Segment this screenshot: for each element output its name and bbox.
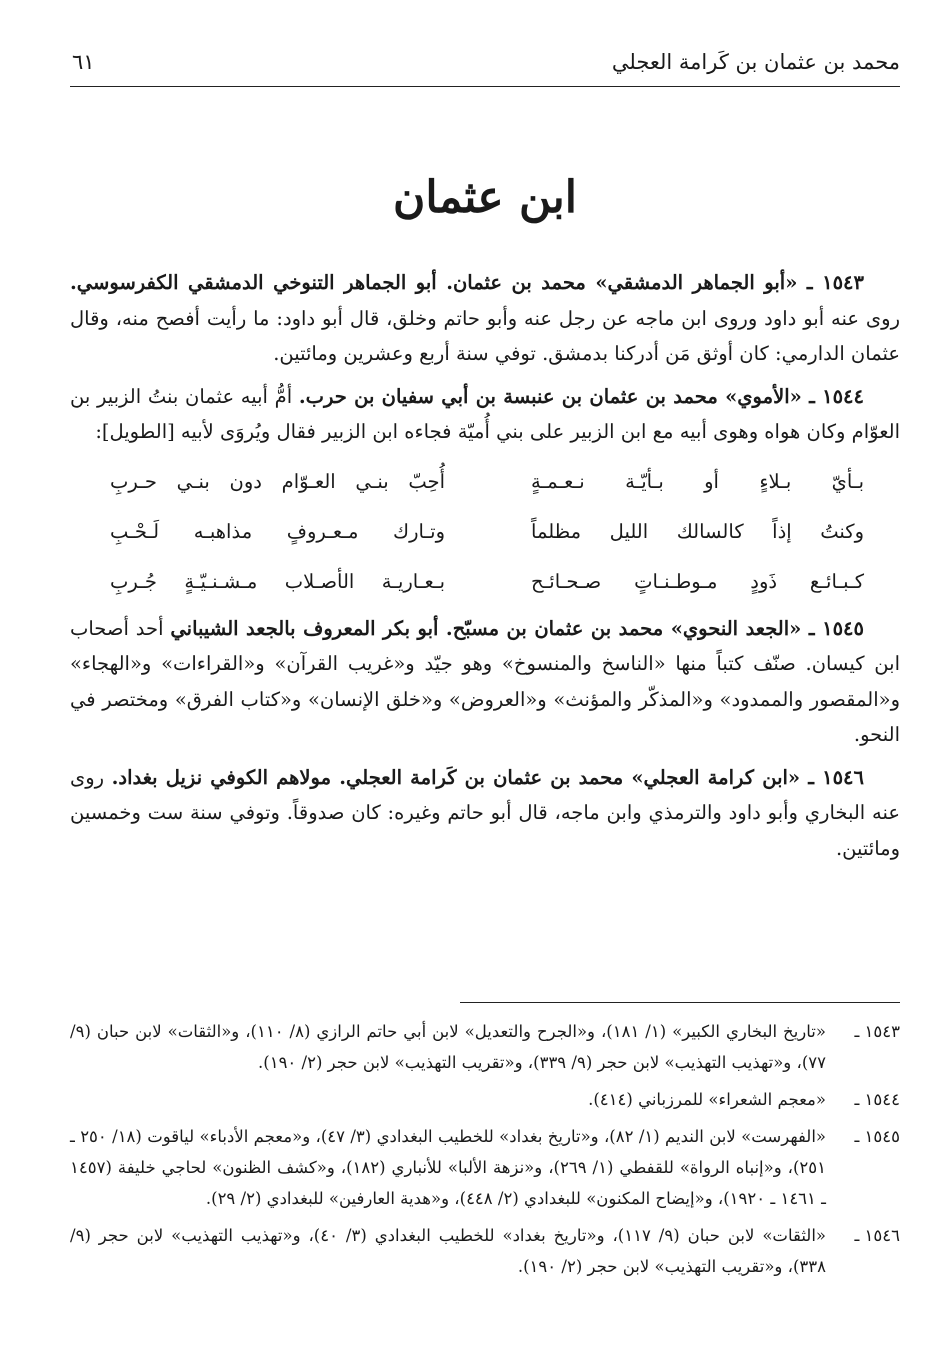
footnote-text: «تاريخ البخاري الكبير» (١/ ١٨١)، و«الجرح والتعديل» لابن أبي حاتم الرازي (٨/ ١١٠)، و«الثقات» لابن حبان (٩/ ٧٧)، و«تهذيب التهذيب» لابن حجر (٩/ ٣٣٩)، و«تقريب التهذيب» لابن حجر (٢/ ١٩٠). xyxy=(70,1022,826,1072)
header-title: محمد بن عثمان بن كَرامة العجلي xyxy=(611,50,900,74)
entry-head: ١٥٤٦ ـ «ابن كرامة العجلي» محمد بن عثمان بن كَرامة العجلي. مولاهم الكوفي نزيل بغداد. xyxy=(111,765,864,789)
footnote xyxy=(70,1016,900,1078)
verse-first-hemistich: كـبـائـع ذَودٍ مـوطـنـاتٍ صـحـائـح xyxy=(531,569,864,593)
entry-text: أحد أصحاب ابن كيسان. صنّف كتباً منها «الناسخ والمنسوخ» وهو جيّد و«غريب القرآن» و«القراءات» و«الهجاء» و«المقصور والممدود» و«المذكّر والمؤنث» و«العروض» و«خلق الإنسان» و«كتاب الفرق» ومختصر في النحو. xyxy=(70,616,900,746)
footnote-number: ١٥٤٤ ـ xyxy=(854,1090,900,1109)
footnote-divider xyxy=(460,1002,900,1003)
footnote xyxy=(70,1220,900,1282)
verse-first-hemistich: وكنتُ إذاً كالسالك الليل مظلماً xyxy=(531,519,864,543)
footnote-number: ١٥٤٦ ـ xyxy=(854,1226,900,1245)
footnote-number: ١٥٤٥ ـ xyxy=(854,1127,900,1146)
poem-verse xyxy=(70,457,900,507)
footnote-text: «معجم الشعراء» للمرزباني (٤١٤). xyxy=(588,1090,826,1109)
entry-1544 xyxy=(70,379,900,450)
entry-1545 xyxy=(70,611,900,753)
entries-body xyxy=(70,265,900,873)
footnote-number: ١٥٤٣ ـ xyxy=(854,1022,900,1041)
verse-second-hemistich: أُحِبّ بنـي العـوّام دون بنـي حـربِ xyxy=(110,469,445,493)
book-page xyxy=(70,0,900,1370)
entry-1546 xyxy=(70,760,900,867)
running-header xyxy=(70,44,900,87)
poem-verse xyxy=(70,557,900,607)
footnote-text: «الفهرست» لابن النديم (١/ ٨٢)، و«تاريخ بغداد» للخطيب البغدادي (٣/ ٤٧)، و«معجم الأدباء» لياقوت (١٨/ ٢٥٠ ـ ٢٥١)، و«إنباه الرواة» للقفطي (١/ ٢٦٩)، و«نزهة الألبا» للأنباري (١٨٢)، و«كشف الظنون» لحاجي خليفة (١٤٥٧ ـ ١٤٦١ ـ ١٩٢٠)، و«إيضاح المكنون» للبغدادي (٢/ ٤٤٨)، و«هدية العارفين» للبغدادي (٢/ ٢٩). xyxy=(70,1127,826,1208)
entry-text: روى عنه البخاري وأبو داود والترمذي وابن ماجه، قال أبو حاتم وغيره: كان صدوقاً. وتوفي سنة ست وخمسين ومائتين. xyxy=(70,765,900,860)
footnote xyxy=(70,1084,900,1115)
poem-verse xyxy=(70,507,900,557)
poem xyxy=(70,457,900,607)
verse-second-hemistich: وتـارك مـعـروفٍ مذاهبـه لَـحْـبِ xyxy=(110,519,445,543)
section-title: ابن عثمان xyxy=(393,172,577,223)
verse-first-hemistich: بـأيّ بـلاءٍ أو بـأيّـة نـعـمـةٍ xyxy=(531,469,864,493)
entry-1543 xyxy=(70,265,900,372)
page-number: ٦١ xyxy=(72,50,95,74)
footnote-list xyxy=(70,1016,900,1288)
footnote-text: «الثقات» لابن حبان (٩/ ١١٧)، و«تاريخ بغداد» للخطيب البغدادي (٣/ ٤٠)، و«تهذيب التهذيب» لابن حجر (٩/ ٣٣٨)، و«تقريب التهذيب» لابن حجر (٢/ ١٩٠). xyxy=(70,1226,827,1276)
verse-second-hemistich: بـعـاريـة الأصـلاب مـشـنـيّـةٍ جُـربِ xyxy=(110,569,445,593)
entry-head: ١٥٤٣ ـ «أبو الجماهر الدمشقي» محمد بن عثمان. أبو الجماهر التنوخي الدمشقي الكفرسوسي. xyxy=(70,271,864,294)
entry-head: ١٥٤٤ ـ «الأموي» محمد بن عثمان بن عنبسة بن أبي سفيان بن حرب. xyxy=(298,384,865,408)
footnote xyxy=(70,1121,900,1214)
entry-head: ١٥٤٥ ـ «الجعد النحوي» محمد بن عثمان بن مسبّح. أبو بكر المعروف بالجعد الشيباني xyxy=(170,616,864,640)
entry-text: أمُّ أبيه عثمان بنتُ الزبير بن العوّام وكان هواه وهوى أبيه مع ابن الزبير على بني أُميّة فجاءه ابن الزبير فقال ويُروَى لأبيه [الطويل]: xyxy=(70,384,900,443)
entry-text: روى عنه أبو داود وروى ابن ماجه عن رجل عنه وأبو حاتم وخلق، قال أبو داود: ما رأيت أفصح منه، وقال عثمان الدارمي: كان أوثق مَن أدركنا بدمشق. توفي سنة أربع وعشرين ومائتين. xyxy=(70,306,900,365)
